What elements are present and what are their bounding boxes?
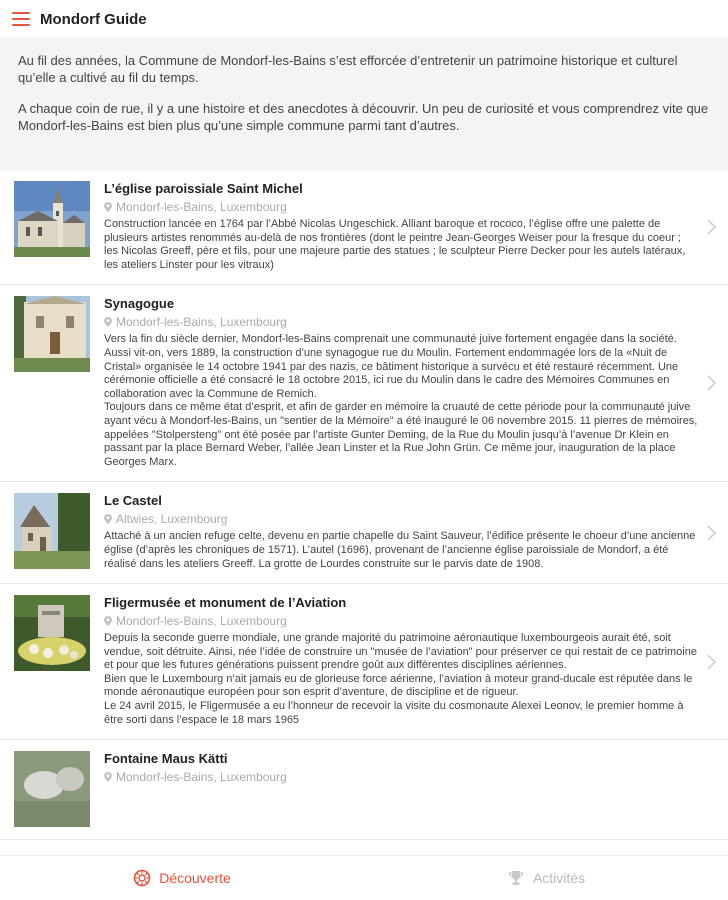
place-location [104,769,698,785]
aviation-monument-thumbnail [14,595,90,671]
place-location-text: Mondorf-les-Bains, Luxembourg [116,770,287,785]
place-location [104,613,698,629]
place-title: Le Castel [104,493,162,509]
place-title: Synagogue [104,296,175,312]
chevron-right-icon [706,654,716,670]
tab-activites-label: Activités [532,870,586,886]
chevron-right-icon [706,525,716,541]
tab-activites[interactable] [364,856,728,900]
place-description: Vers la fin du siècle dernier, Mondorf-les-Bains comprenait une communauté juive fortement engagée dans la société. Aussi vit-on, vers 1889, la construction d’une synagogue rue du Moulin. Fortement endommagée lors de la «Nuit de Cristal» organisée le 14 octobre 1941 par des nazis, ce bâtiment historique a survécu et été restauré récemment. Une cérémonie officielle a été consacré le 18 octobre 2015, ici rue du Moulin dans le cadre des Mémoires Communes en collaboration avec la Commune de Remich. Toujours dans ce même état d’esprit, et afin de garder en mémoire la cruauté de cette période pour la communauté juive ayant vécu à Mondorf-les-Bains, un "sentier de la Mémoire" a été inauguré le 06 novembre 2015. 11 pierres de mémoires, appelées "Stolpersteng" ont été posée par l’artiste Gunter Deming, de la Rue du Moulin jusqu’à l’avenue Dr Klein en passant par la place Bernard Weber, l’allée Jean Linster et la Rue John Grün. Ce même jour, inauguration de la place Georges Marx. [104,333,698,468]
location-pin-icon [104,772,112,782]
location-pin-icon [104,317,112,327]
place-description: Depuis la seconde guerre mondiale, une grande majorité du patrimoine aéronautique luxembourgeois aurait été, soit vendue, soit détruite. Ainsi, née l’idée de construire un "musée de l’aviation" pour préserver ce qui restait de ce patrimoine et pour que les futures générations puissent prendre goût aux différentes disciplines aériennes. Bien que le Luxembourg n’ait jamais eu de glorieuse force aérienne, l’aviation à moteur grand-ducale est réputée dans le monde aéronautique européen pour son esprit d’aventure, de discipline et de rigueur. Le 24 avril 2015, le Fligermusée a eu l’honneur de recevoir la visite du cosmonaute Alexei Leonov, le premier homme à être sorti dans l’espace le 18 mars 1965 [104,632,697,726]
place-location-text: Mondorf-les-Bains, Luxembourg [116,315,287,330]
list-item[interactable] [0,584,728,740]
place-location-text: Mondorf-les-Bains, Luxembourg [116,200,287,214]
fountain-thumbnail [14,751,90,827]
castel-thumbnail [14,493,90,569]
list-item[interactable] [0,740,728,840]
chevron-right-icon [706,219,716,235]
place-location [104,511,698,527]
location-pin-icon [104,616,112,626]
place-location-text: Mondorf-les-Bains, Luxembourg [116,614,287,629]
menu-icon[interactable] [12,12,30,26]
church-thumbnail [14,181,90,257]
compass-icon [133,869,151,887]
intro-section [0,38,728,170]
list-item[interactable] [0,170,728,285]
places-list[interactable] [0,170,728,856]
trophy-icon [507,869,525,887]
intro-paragraph-1: Au fil des années, la Commune de Mondorf-les-Bains s’est efforcée d’entretenir un patrimoine historique et culturel qu’elle a cultivé au fil du temps. [18,53,678,85]
bottom-navigation [0,855,728,900]
intro-paragraph-2: A chaque coin de rue, il y a une histoire et des anecdotes à découvrir. Un peu de curiosité et vous comprendrez vite que Mondorf-les-Bains est bien plus qu’une simple commune parmi tant d’autres. [18,101,709,133]
list-item[interactable] [0,285,728,482]
tab-decouverte[interactable] [0,856,364,900]
place-title: L’église paroissiale Saint Michel [104,181,303,196]
location-pin-icon [104,514,112,524]
location-pin-icon [104,202,112,212]
place-location [104,199,698,215]
place-title: Fontaine Maus Kätti [104,751,228,767]
place-title: Fligermusée et monument de l’Aviation [104,595,347,611]
place-location [104,314,698,330]
list-item[interactable] [0,482,728,584]
app-title: Mondorf Guide [40,10,147,28]
tab-decouverte-label: Découverte [159,870,231,886]
synagogue-thumbnail [14,296,90,372]
chevron-right-icon [706,375,716,391]
place-description: Construction lancée en 1764 par l’Abbé Nicolas Ungeschick. Alliant baroque et rococo, l’église offre une palette de plusieurs artistes renommés au-delà de nos frontières (dont le peintre Jean-Georges Weiser pour la fresque du coeur ; les Nicolas Greeff, père et fils, pour une majeure partie des statues ; le sculpteur Pierre Decker pour les autels latéraux, les ateliers Linster pour les vitraux) [104,218,686,271]
place-location-text: Altwies, Luxembourg [116,512,228,527]
place-description: Attaché à un ancien refuge celte, devenu en partie chapelle du Saint Sauveur, l’édifice présente le choeur d’une ancienne église (d’après les chroniques de 1571). L’autel (1696), provenant de l’ancienne église paroissiale de Mondorf, a été réalisé dans les ateliers Greeff. La grotte de Lourdes construite sur le parvis date de 1908. [104,530,696,570]
app-bar [0,0,728,38]
